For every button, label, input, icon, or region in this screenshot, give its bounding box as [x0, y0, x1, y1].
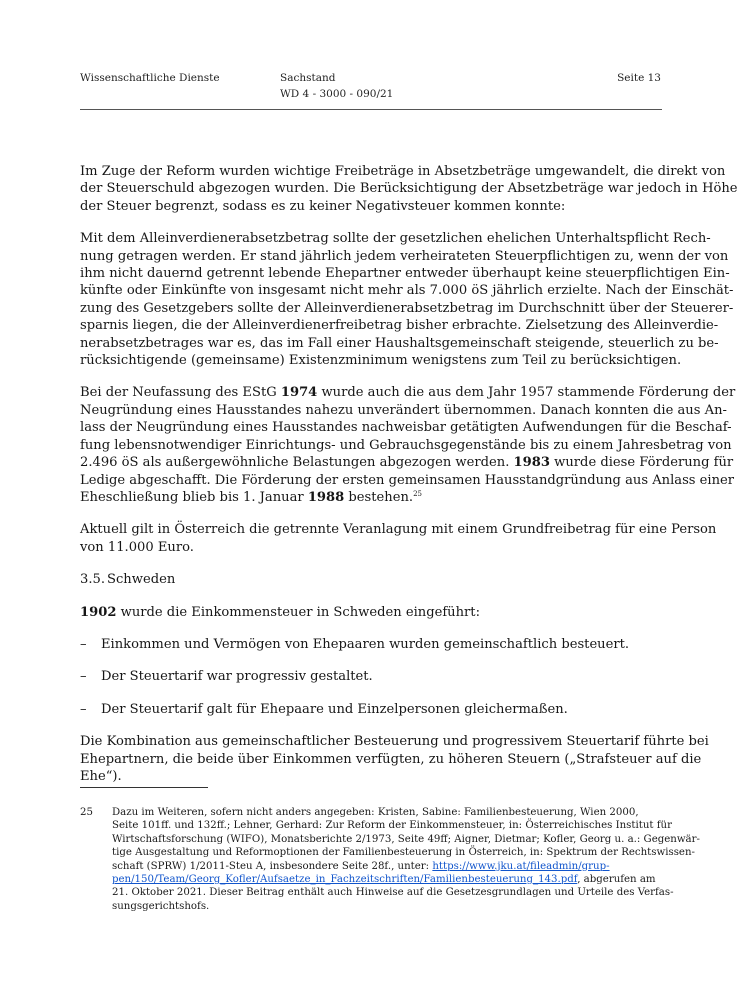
footnote-line: 21. Oktober 2021. Dieser Beitrag enthält auch Hinweise auf die Gesetzesgrundlagen und Urteile des Verfas- [112, 887, 674, 899]
dash-bullet: – [80, 701, 87, 717]
list-item [80, 636, 664, 653]
text-line: Im Zuge der Reform wurden wichtige Freibeträge in Absetzbeträge umgewandelt, die direkt von [80, 164, 726, 179]
text-line: rücksichtigende (gemeinsame) Existenzminimum wenigstens zum Teil zu berücksichtigen. [80, 353, 682, 369]
text-line: Neugründung eines Hausstandes nahezu unverändert übernommen. Danach konnten die aus An- [80, 402, 727, 418]
text-run: wurde diese Förderung für [550, 455, 734, 471]
header-institution: Wissenschaftliche Dienste [80, 72, 220, 84]
text-run: Bei der Neufassung des EStG [80, 385, 281, 401]
text-line: der Steuer begrenzt, sodass es zu keiner Negativsteuer kommen konnte: [80, 198, 566, 214]
text-run: 2.496 öS als außergewöhnliche Belastungen abgezogen werden. [80, 455, 514, 471]
text-line: von 11.000 Euro. [80, 539, 194, 555]
year-1902: 1902 [80, 604, 117, 620]
header-rule [80, 109, 662, 110]
footnote-line: Seite 101ff. und 132ff.; Lehner, Gerhard: Zur Reform der Einkommensteuer, in: Österreichisches Institut für [112, 820, 672, 832]
dash-bullet: – [80, 669, 87, 685]
text-line [80, 489, 664, 506]
text-run: wurde auch die aus dem Jahr 1957 stammende Förderung der [317, 385, 736, 401]
list-item-text: Der Steuertarif galt für Ehepaare und Einzelpersonen gleichermaßen. [101, 701, 568, 717]
paragraph-reform [80, 163, 738, 215]
year-1983: 1983 [513, 455, 550, 471]
list-item-text: Einkommen und Vermögen von Ehepaaren wurden gemeinschaftlich besteuert. [101, 636, 630, 652]
section-title: Schweden [107, 572, 176, 588]
section-number: 3.5. [80, 572, 105, 588]
text-line: Aktuell gilt in Österreich die getrennte Veranlagung mit einem Grundfreibetrag für eine Person [80, 522, 717, 538]
dash-bullet: – [80, 636, 87, 652]
footnote-line [112, 860, 664, 873]
text-line: fung lebensnotwendiger Einrichtungs- und Gebrauchsgegenstände bis zu einem Jahresbetrag von [80, 437, 732, 453]
text-line: Ehe“). [80, 768, 122, 784]
text-line: ihm nicht dauernd getrennt lebende Ehepartner entweder überhaupt keine steuerpflichtigen Ein- [80, 266, 730, 282]
header-doc-number: WD 4 - 3000 - 090/21 [280, 88, 394, 100]
footnote-separator [80, 787, 208, 788]
paragraph-alleinverdiener [80, 230, 734, 369]
list-item [80, 701, 664, 718]
text-line [80, 454, 734, 471]
year-1974: 1974 [280, 385, 318, 401]
text-line: nung getragen werden. Er stand jährlich jedem verheirateten Steuerpflichtigen zu, wenn der von [80, 248, 729, 264]
text-line: Ehepartnern, die beide über Einkommen verfügten, zu höheren Steuern („Strafsteuer auf die [80, 751, 702, 767]
section-heading-schweden [80, 571, 664, 588]
footnote-link-part2[interactable]: pen/150/Team/Georg_Kofler/Aufsaetze_in_Fachzeitschriften/Familienbesteuerung_143.pdf [112, 874, 578, 886]
text-run: Eheschließung blieb bis 1. Januar [80, 489, 308, 505]
footnote-line: Wirtschaftsforschung (WIFO), Monatsberichte 2/1973, Seite 49ff; Aigner, Dietmar; Kofler, Georg u. a.: Gegenwär- [112, 833, 700, 845]
list-item-text: Der Steuertarif war progressiv gestaltet. [101, 669, 373, 685]
footnote-line: sungsgerichtshofs. [112, 900, 210, 912]
footnote-reference[interactable]: 25 [413, 489, 422, 498]
paragraph-1902 [80, 604, 664, 621]
header-doc-type: Sachstand [280, 72, 336, 84]
paragraph-kombination [80, 733, 709, 785]
footnote-link-part1[interactable]: https://www.jku.at/fileadmin/grup- [432, 860, 610, 872]
text-line: Die Kombination aus gemeinschaftlicher Besteuerung und progressivem Steuertarif führte bei [80, 734, 709, 750]
header-doc-info [280, 70, 393, 102]
text-line: künfte oder Einkünfte von insgesamt nicht mehr als 7.000 öS jährlich erzielte. Nach der Einschät- [80, 283, 734, 299]
text-line: lass der Neugründung eines Hausstandes nachweisbar getätigten Aufwendungen für die Beschaf- [80, 420, 732, 436]
footnote-number: 25 [80, 807, 93, 818]
paragraph-estg-1974 [80, 384, 736, 506]
text-line: Ledige abgeschafft. Die Förderung der ersten gemeinsamen Hausstandgründung aus Anlass einer [80, 472, 735, 488]
text-line: sparnis liegen, die der Alleinverdienerfreibetrag bisher erbrachte. Zielsetzung des Alleinverdie- [80, 318, 719, 334]
text-line: Mit dem Alleinverdienerabsetzbetrag sollte der gesetzlichen ehelichen Unterhaltspflicht Rech- [80, 231, 711, 247]
paragraph-aktuell [80, 521, 717, 556]
text-run: schaft (SPRW) 1/2011-Steu A, insbesondere Seite 28f., unter: [112, 860, 433, 872]
text-line [80, 384, 736, 401]
text-run: wurde die Einkommensteuer in Schweden eingeführt: [116, 604, 480, 620]
text-line: der Steuerschuld abgezogen wurden. Die Berücksichtigung der Absetzbeträge war jedoch in Höhe [80, 181, 738, 197]
list-item [80, 668, 664, 685]
text-run: , abgerufen am [577, 874, 656, 886]
header-page-number: Seite 13 [617, 72, 661, 84]
year-1988: 1988 [307, 489, 345, 505]
text-run: bestehen. [344, 489, 414, 505]
text-line: zung des Gesetzgebers sollte der Alleinverdienerabsetzbetrag im Durchschnitt über der Steuerer- [80, 300, 734, 316]
footnote-line [112, 873, 664, 886]
footnote-text [112, 806, 700, 913]
footnote-line: tige Ausgestaltung und Reformoptionen der Familienbesteuerung in Österreich, in: Spektrum der Rechtswissen- [112, 847, 695, 859]
footnote-line: Dazu im Weiteren, sofern nicht anders angegeben: Kristen, Sabine: Familienbesteuerung, Wien 2000, [112, 807, 639, 818]
text-line: nerabsetzbetrages war es, das im Fall einer Haushaltsgemeinschaft steigende, steuerlich zu be- [80, 335, 719, 351]
document-body [80, 163, 738, 800]
